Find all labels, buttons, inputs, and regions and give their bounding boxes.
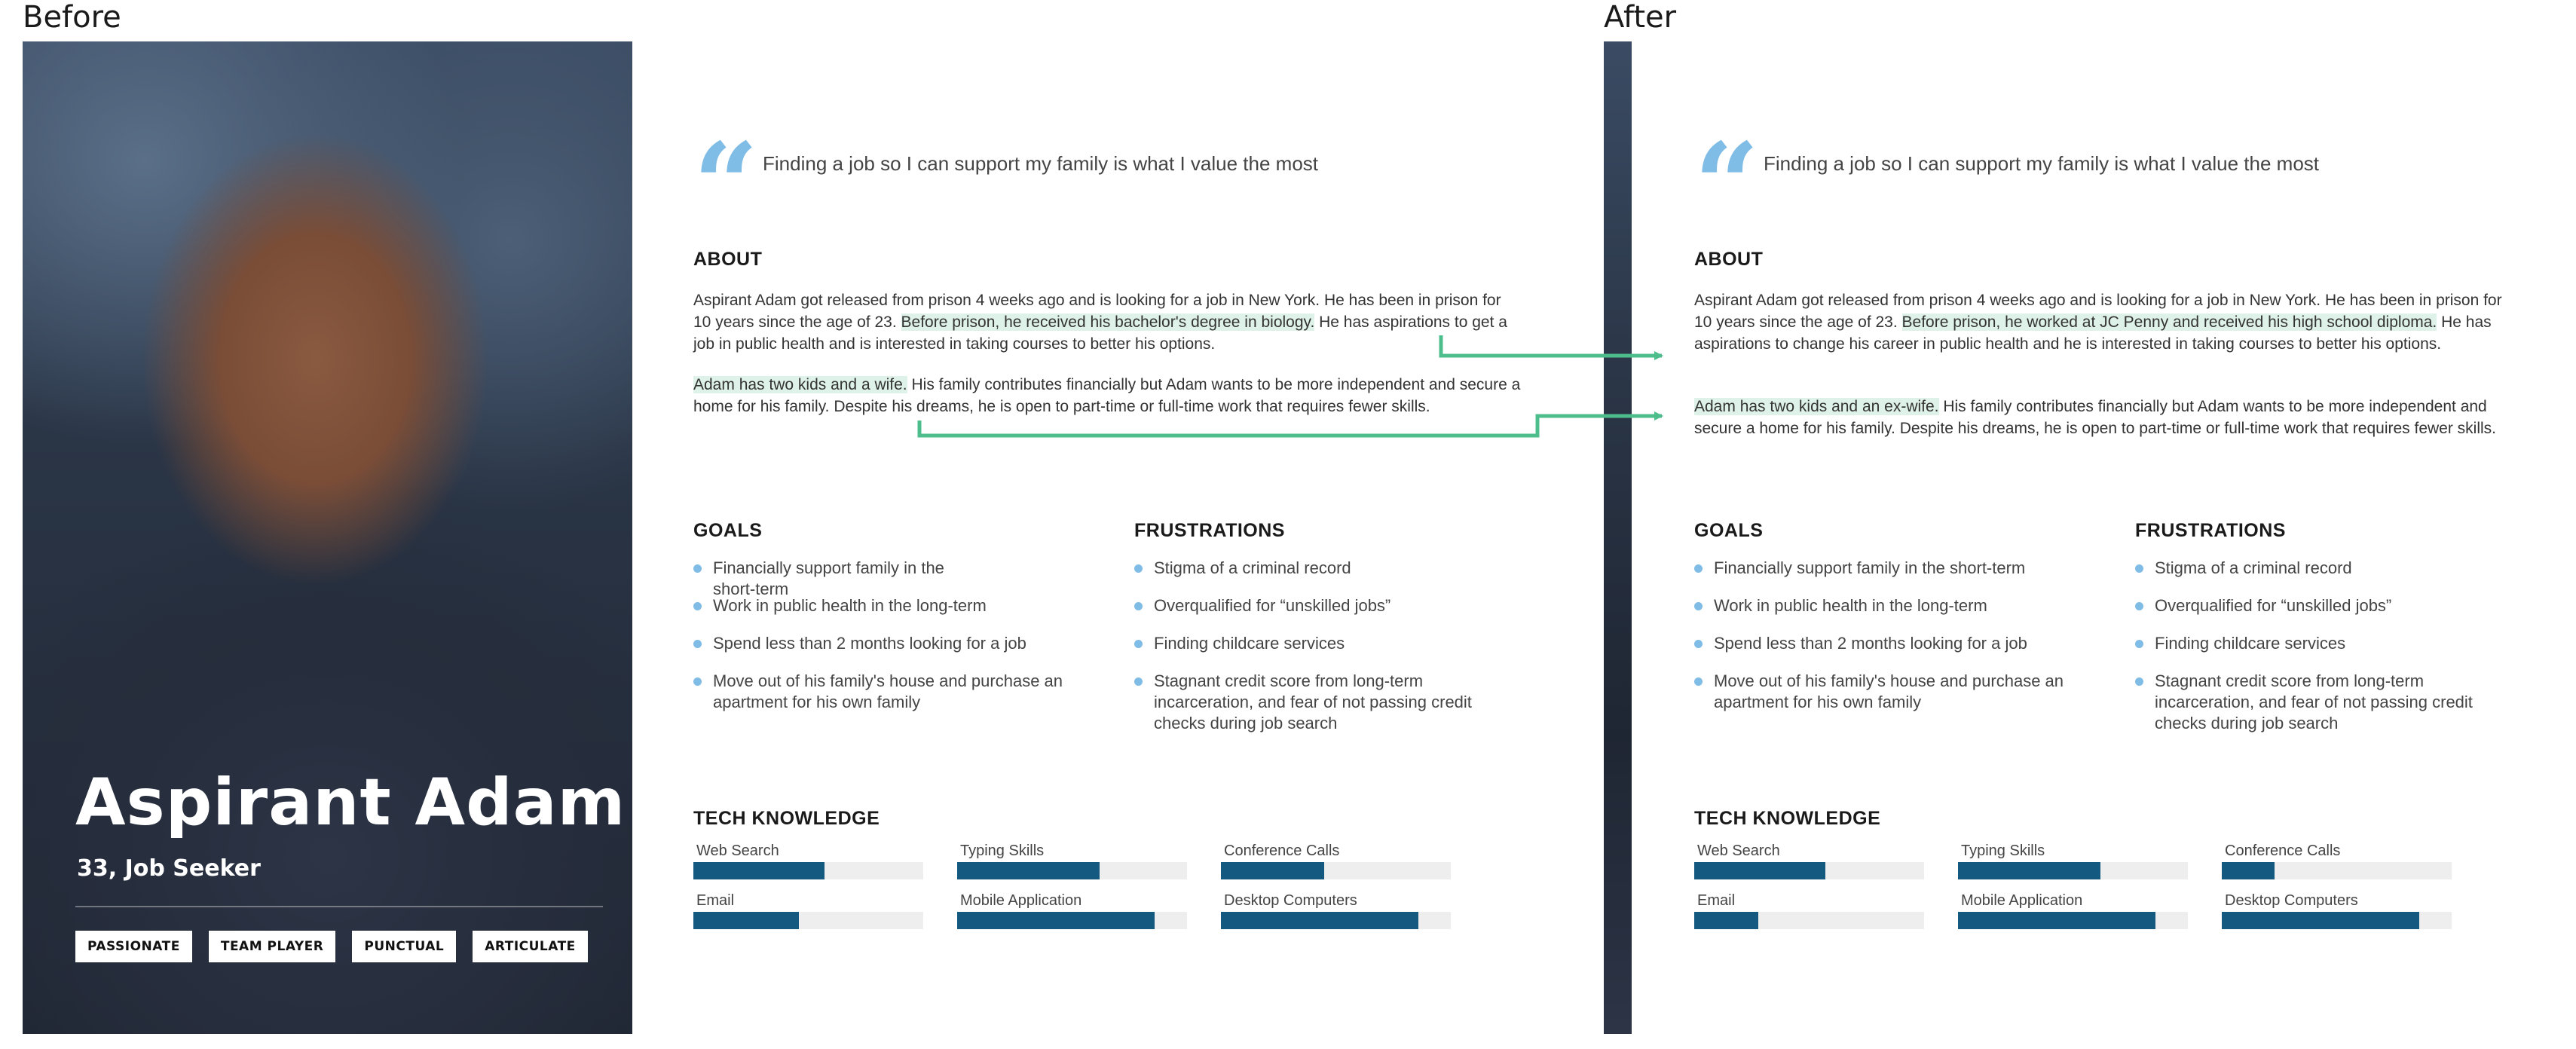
quote-icon: “ <box>693 128 759 196</box>
after-about-highlight-2: Adam has two kids and an ex-wife. <box>1694 398 1939 415</box>
tech-email: Email <box>693 892 923 929</box>
quote-icon: “ <box>1694 128 1760 196</box>
progress-bar <box>1958 912 2155 929</box>
before-about-paragraph-1: Aspirant Adam got released from prison 4 weeks ago and is looking for a job in New York. He has been in prison for 10 years since the age of 23. Before prison, he received his bachelor's degree in biology. He has aspirations to get a job in public health and is interested in taking courses to better his options. <box>693 292 1507 353</box>
progress-bar <box>1694 862 1825 879</box>
after-about-paragraph-1: Aspirant Adam got released from prison 4 weeks ago and is looking for a job in New York. He has been in prison for 10 years since the age of 23. Before prison, he worked at JC Penny and received his high school diploma. He has aspirations to change his career in public health and he is interested in taking courses to better his options. <box>1694 292 2502 353</box>
after-goals-list <box>1694 558 2086 729</box>
after-tech-title: TECH KNOWLEDGE <box>1694 808 1881 829</box>
before-quote: Finding a job so I can support my family is what I value the most <box>763 152 1319 175</box>
progress-bar <box>957 912 1155 929</box>
progress-bar <box>1221 862 1324 879</box>
before-goals-list <box>693 558 1070 729</box>
list-item: Financially support family in the short-term <box>1694 558 2086 579</box>
persona-photo <box>23 41 632 1034</box>
before-tech-grid <box>693 843 1485 940</box>
tech-desktop-computers: Desktop Computers <box>1221 892 1451 929</box>
tech-typing-skills: Typing Skills <box>957 843 1187 879</box>
tag-team-player: TEAM PLAYER <box>209 931 336 962</box>
list-item: Financially support family in the short-term <box>693 558 984 600</box>
list-item: Spend less than 2 months looking for a job <box>1694 633 2086 654</box>
after-about-highlight-1: Before prison, he worked at JC Penny and received his high school diploma. <box>1901 313 2437 331</box>
before-about-title: ABOUT <box>693 249 763 270</box>
before-about-highlight-1: Before prison, he received his bachelor's degree in biology. <box>901 313 1315 331</box>
tech-email: Email <box>1694 892 1924 929</box>
before-frustrations-title: FRUSTRATIONS <box>1134 520 1285 541</box>
after-content <box>1694 0 2561 1049</box>
list-item: Stagnant credit score from long-term incarceration, and fear of not passing credit checks during job search <box>2135 671 2527 734</box>
persona-tags <box>75 931 588 962</box>
progress-bar <box>693 912 799 929</box>
after-frustrations-title: FRUSTRATIONS <box>2135 520 2286 541</box>
progress-bar <box>957 862 1100 879</box>
list-item: Work in public health in the long-term <box>693 595 1070 616</box>
tech-mobile-application: Mobile Application <box>957 892 1187 929</box>
after-about-paragraph-2: Adam has two kids and an ex-wife. His family contributes financially but Adam wants to be more independent and secure a home for his family. Despite his dreams, he is open to part-time or full-time work that requires fewer skills. <box>1694 398 2497 437</box>
tech-typing-skills: Typing Skills <box>1958 843 2188 879</box>
after-quote: Finding a job so I can support my family is what I value the most <box>1764 152 2320 175</box>
list-item: Move out of his family's house and purchase an apartment for his own family <box>693 671 1070 713</box>
tech-conference-calls: Conference Calls <box>1221 843 1451 879</box>
after-frustrations-list <box>2135 558 2527 751</box>
before-about-highlight-2: Adam has two kids and a wife. <box>693 376 907 393</box>
list-item: Move out of his family's house and purchase an apartment for his own family <box>1694 671 2086 713</box>
tag-punctual: PUNCTUAL <box>352 931 456 962</box>
list-item: Overqualified for “unskilled jobs” <box>1134 595 1526 616</box>
list-item: Stigma of a criminal record <box>2135 558 2527 579</box>
list-item: Finding childcare services <box>1134 633 1526 654</box>
before-label: Before <box>23 0 121 35</box>
tag-articulate: ARTICULATE <box>473 931 588 962</box>
list-item: Stagnant credit score from long-term incarceration, and fear of not passing credit checks during job search <box>1134 671 1526 734</box>
before-content <box>693 0 1560 1049</box>
after-goals-title: GOALS <box>1694 520 1764 541</box>
before-about-paragraph-2: Adam has two kids and a wife. His family contributes financially but Adam wants to be more independent and secure a home for his family. Despite his dreams, he is open to part-time or full-time work that requires fewer skills. <box>693 376 1521 415</box>
list-item: Stigma of a criminal record <box>1134 558 1526 579</box>
after-tech-grid <box>1694 843 2486 940</box>
tech-conference-calls: Conference Calls <box>2222 843 2452 879</box>
tech-desktop-computers: Desktop Computers <box>2222 892 2452 929</box>
list-item: Work in public health in the long-term <box>1694 595 2086 616</box>
before-frustrations-list <box>1134 558 1526 751</box>
before-goals-title: GOALS <box>693 520 763 541</box>
after-label: After <box>1604 0 1677 35</box>
tech-web-search: Web Search <box>693 843 923 879</box>
persona-subtitle: 33, Job Seeker <box>77 855 261 882</box>
progress-bar <box>1221 912 1418 929</box>
progress-bar <box>1958 862 2100 879</box>
list-item: Spend less than 2 months looking for a job <box>693 633 1070 654</box>
list-item: Finding childcare services <box>2135 633 2527 654</box>
after-photo-strip <box>1604 41 1632 1034</box>
list-item: Overqualified for “unskilled jobs” <box>2135 595 2527 616</box>
progress-bar <box>2222 862 2275 879</box>
progress-bar <box>2222 912 2419 929</box>
tech-mobile-application: Mobile Application <box>1958 892 2188 929</box>
progress-bar <box>1694 912 1758 929</box>
persona-divider <box>75 906 603 907</box>
tag-passionate: PASSIONATE <box>75 931 192 962</box>
after-about-title: ABOUT <box>1694 249 1764 270</box>
progress-bar <box>693 862 825 879</box>
tech-web-search: Web Search <box>1694 843 1924 879</box>
persona-name: Aspirant Adam <box>75 765 626 840</box>
before-tech-title: TECH KNOWLEDGE <box>693 808 880 829</box>
